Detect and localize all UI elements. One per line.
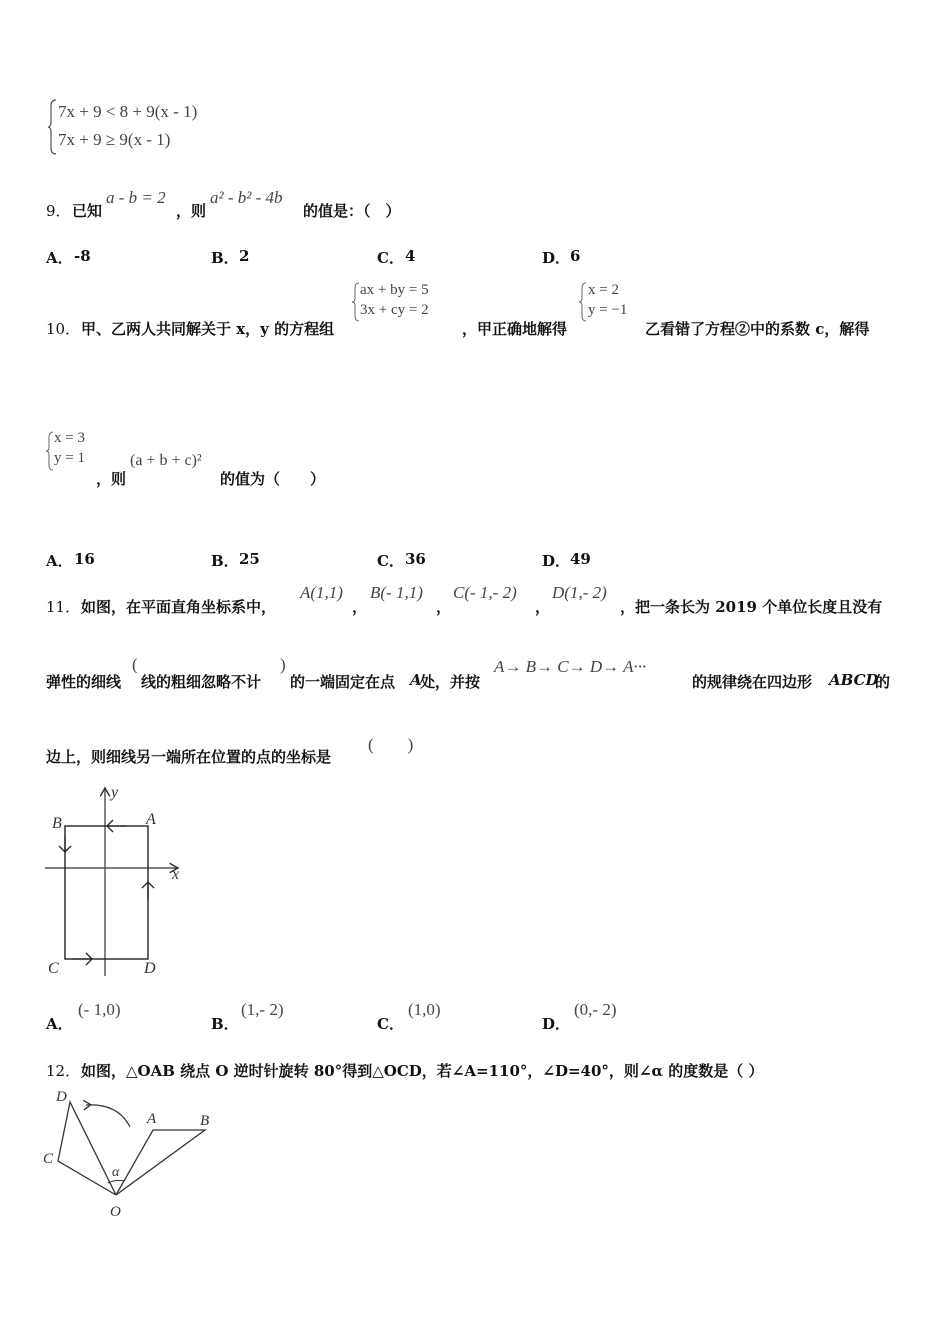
q10-solution-1: x = 2 y = −1 xyxy=(578,281,648,325)
q9-condition: a - b = 2 xyxy=(106,188,166,207)
q10-number: 10． xyxy=(46,320,81,338)
q11-text-3: 弹性的细线 xyxy=(46,673,122,691)
label-c: C xyxy=(43,1151,54,1167)
arrow-icon xyxy=(107,820,126,832)
q10-solution-2: x = 3 y = 1 xyxy=(45,430,105,474)
rectangle-abcd xyxy=(65,826,148,959)
q9-text-1: 已知 xyxy=(72,202,103,220)
rotation-arrow-icon xyxy=(86,1105,130,1127)
q11-point-c: C(- 1,- 2) xyxy=(453,583,517,602)
brace-icon xyxy=(46,98,58,156)
q10-text-2: ，甲正确地解得 xyxy=(462,320,568,338)
q11-text-1: 如图，在平面直角坐标系中， xyxy=(81,598,277,616)
q12-figure xyxy=(40,1085,230,1225)
q11-point-d: D(1,- 2) xyxy=(552,583,607,602)
inequality-2: 7x + 9 ≥ 9(x - 1) xyxy=(58,130,171,149)
label-d: D xyxy=(56,1089,67,1105)
q9-text-2: ，则 xyxy=(176,202,207,220)
q11-answer-blank: ( ) xyxy=(368,735,414,754)
triangle-ocd xyxy=(58,1102,116,1195)
arrow-icon xyxy=(142,882,154,900)
q10-equation-system: ax + by = 5 3x + cy = 2 xyxy=(351,281,461,325)
q10-text-3: 乙看错了方程②中的系数 c，解得 xyxy=(645,320,870,338)
q11-path: A→ B→ C→ D→ A··· xyxy=(494,657,647,676)
triangle-oab xyxy=(116,1130,205,1195)
label-alpha: α xyxy=(112,1165,120,1180)
q11-text-6: 的规律绕在四边形 xyxy=(692,673,813,691)
q10-text-5: 的值为（ ） xyxy=(220,470,326,488)
label-c: C xyxy=(48,960,59,977)
label-a: A xyxy=(146,811,156,828)
q10-expression: (a + b + c)² xyxy=(130,452,202,469)
q11-text-7: 边上，则细线另一端所在位置的点的坐标是 xyxy=(46,748,332,766)
arrow-icon xyxy=(59,836,71,852)
inequality-1: 7x + 9 < 8 + 9(x - 1) xyxy=(58,102,198,121)
label-y: y xyxy=(111,784,119,801)
label-a: A xyxy=(147,1111,157,1127)
q11-number: 11． xyxy=(46,598,81,616)
label-d: D xyxy=(144,960,156,977)
q11-text-5: 的一端固定在点 xyxy=(290,673,396,691)
q11-point-a: A(1,1) xyxy=(300,583,343,602)
q11-figure xyxy=(40,780,200,980)
q11-text-2: ，把一条长为 2019 个单位长度且没有 xyxy=(620,598,883,616)
label-b: B xyxy=(52,815,62,832)
q10-text-4: ，则 xyxy=(96,470,127,488)
q11-text-4: 线的粗细忽略不计 xyxy=(141,673,262,691)
label-b: B xyxy=(200,1113,210,1129)
arrow-icon xyxy=(72,953,92,965)
q11-point-b: B(- 1,1) xyxy=(370,583,423,602)
label-x: x xyxy=(172,866,180,883)
q12-text: 如图，△OAB 绕点 O 逆时针旋转 80°得到△OCD，若∠A=110°，∠D=40°，则∠α 的度数是（ ） xyxy=(81,1062,764,1080)
brace-icon xyxy=(578,281,588,323)
q9-number: 9． xyxy=(46,202,71,220)
top-inequality-system xyxy=(46,98,216,158)
q12-number: 12． xyxy=(46,1062,81,1080)
label-o: O xyxy=(110,1204,121,1220)
q9-expression: a² - b² - 4b xyxy=(210,188,283,207)
q10-text-1: 甲、乙两人共同解关于 x，y 的方程组 xyxy=(81,320,335,338)
q9-text-3: 的值是：（ ） xyxy=(303,202,401,220)
